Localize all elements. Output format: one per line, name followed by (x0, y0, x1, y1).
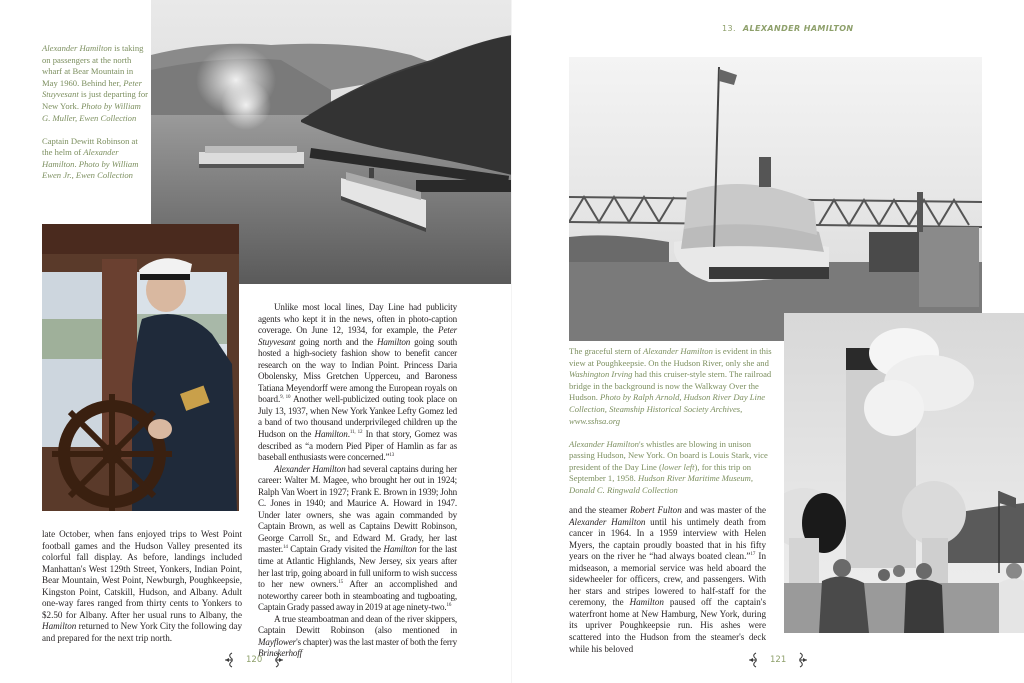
photo-captain-at-helm (42, 224, 239, 511)
body-paragraph: and the steamer Robert Fulton and was master of the Alexander Hamilton until his untimely death from cancer in 1964. In a 1959 interview with Helen Myers, the captain proudly boasted that in his fifty years on the river he “had always boated clean.”$^{17}$ In midseason, a memorial service was held aboard the sidewheeler for officers, crew, and passengers. With her stars and stripes lowered to half-staff for the ceremony, the Hamilton paused off the captain's waterfront home at New Hamburg, New York, during its upriver Poughkeepsie run. His ashes were scattered into the Hudson from the steamer's deck while his beloved (569, 505, 767, 654)
body-paragraph: A true steamboatman and dean of the river skippers, Captain Dewitt Robinson (also mentioned in Mayflower's chapter) was the last master of both the ferry Brinckerhoff (258, 613, 457, 659)
footnote-ref: 15 (338, 580, 344, 586)
caption-whistles: Alexander Hamilton's whistles are blowing in unison passing Hudson, New York. On board is Louis Stark, vice president of the Day Line (lower left), for this trip on September 1, 1958. Hudson River Maritime Museum, Donald C. Ringwald Collection (569, 438, 768, 496)
running-head (722, 24, 854, 33)
photo-poughkeepsie-bridge (569, 57, 982, 341)
page-number-right (748, 652, 808, 668)
caption-bear-mountain: Alexander Hamilton is taking on passengers at the north wharf at Bear Mountain in May 1960. Behind her, Peter Stuyvesant is just departing for New York. Photo by William G. Muller, Ewen Collection (42, 43, 148, 123)
caption-column-left (42, 43, 150, 182)
ornament-right-icon (794, 652, 808, 668)
body-paragraph: late October, when fans enjoyed trips to West Point football games and the Hudson Valley presented its colorful fall display. As before, landings included Manhattan's West 129th Street, Yonkers, Indian Point, Bear Mountain, West Point, Newburgh, Poughkeepsie, Kingston Point, Catskill, Hudson, and Albany. Adult one-way fares ranged from thirty cents to Yonkers to $2.50 for Albany. After her usual runs to Albany, the Hamilton returned to New York City the following day and prepared for the next trip north. (42, 529, 242, 643)
caption-column-right (569, 346, 776, 497)
ship-name-brinckerhoff: Brinckerhoff (258, 648, 302, 659)
photo-whistles-smokestack (784, 313, 1024, 633)
ornament-right-icon (270, 652, 284, 668)
chapter-title: ALEXANDER HAMILTON (742, 24, 854, 33)
footnote-ref: 17 (750, 552, 756, 558)
page-number: 120 (246, 655, 263, 665)
caption-poughkeepsie: The graceful stern of Alexander Hamilton is evident in this view at Poughkeepsie. On the Hudson River, only she and Washington Irving had this cruiser-style stern. The railroad bridge in the background is now the Walkway Over the Hudson. Photo by Ralph Arnold, Hudson River Day Line Collection, Steamship Historical Society Archives, www.sshsa.org (569, 346, 772, 426)
caption-captain-robinson: Captain Dewitt Robinson at the helm of Alexander Hamilton. Photo by William Ewen Jr., Ewen Collection (42, 135, 139, 181)
page-number-left (224, 652, 284, 668)
ornament-left-icon (224, 652, 238, 668)
body-paragraph: Alexander Hamilton had several captains during her career: Walter M. Magee, who brought her out in 1924; Ralph Van Woert in 1927; Frank E. Brown in 1939; John C. Jones in 1940; and Maurice A. Howard in 1947. Under later owners, she was again commanded by Captain Brown, as well as Captains Dewitt Robinson, George Carroll Sr., and Edward M. Grady, her last master.$^{14}$ Captain Grady visited the Hamilton for the last time at Atlantic Highlands, New Jersey, six years after her last trip, going aboard in full uniform to wish success to her new owners.$^{15}$ After an accomplished and noteworthy career both in steamboating and tugboating, Captain Grady passed away in 2019 at age ninety-two.$^{16}$ (258, 463, 458, 613)
chapter-number: 13. (722, 24, 736, 33)
steamer-peter-stuyvesant (199, 146, 304, 168)
body-paragraph: Unlike most local lines, Day Line had publicity agents who kept it in the news, often in photo-caption coverage. On June 12, 1934, for example, the Peter Stuyvesant going north and the Hamilton going south hosted a high-society fashion show to benefit cancer research on the way to Indian Point. Princess Daria Obolensky, Miss Gretchen Upperceu, and Baroness Tatiana Meyendorff were among the European royals on board.$^{9, 10}$ Another well-publicized outing took place on July 13, 1937, when New York Yankee Lefty Gomez led a band of two thousand underprivileged children up the Hudson on the Hamilton.$^{11, 12}$ In that story, Gomez was described as “a modern Pied Piper of Hamlin as far as baseball enthusiasts were concerned.”$^{13}$ (258, 302, 457, 463)
footnote-ref: 9, 10 (280, 395, 291, 401)
ornament-left-icon (748, 652, 762, 668)
body-column-2 (258, 302, 457, 660)
page-number: 121 (770, 655, 787, 665)
footnote-ref: 16 (446, 603, 452, 609)
footnote-ref: 14 (282, 545, 288, 551)
body-column-1 (42, 529, 242, 644)
footnote-ref: 13 (389, 453, 395, 459)
body-column-3 (569, 505, 766, 655)
footnote-ref: 11, 12 (349, 430, 363, 436)
